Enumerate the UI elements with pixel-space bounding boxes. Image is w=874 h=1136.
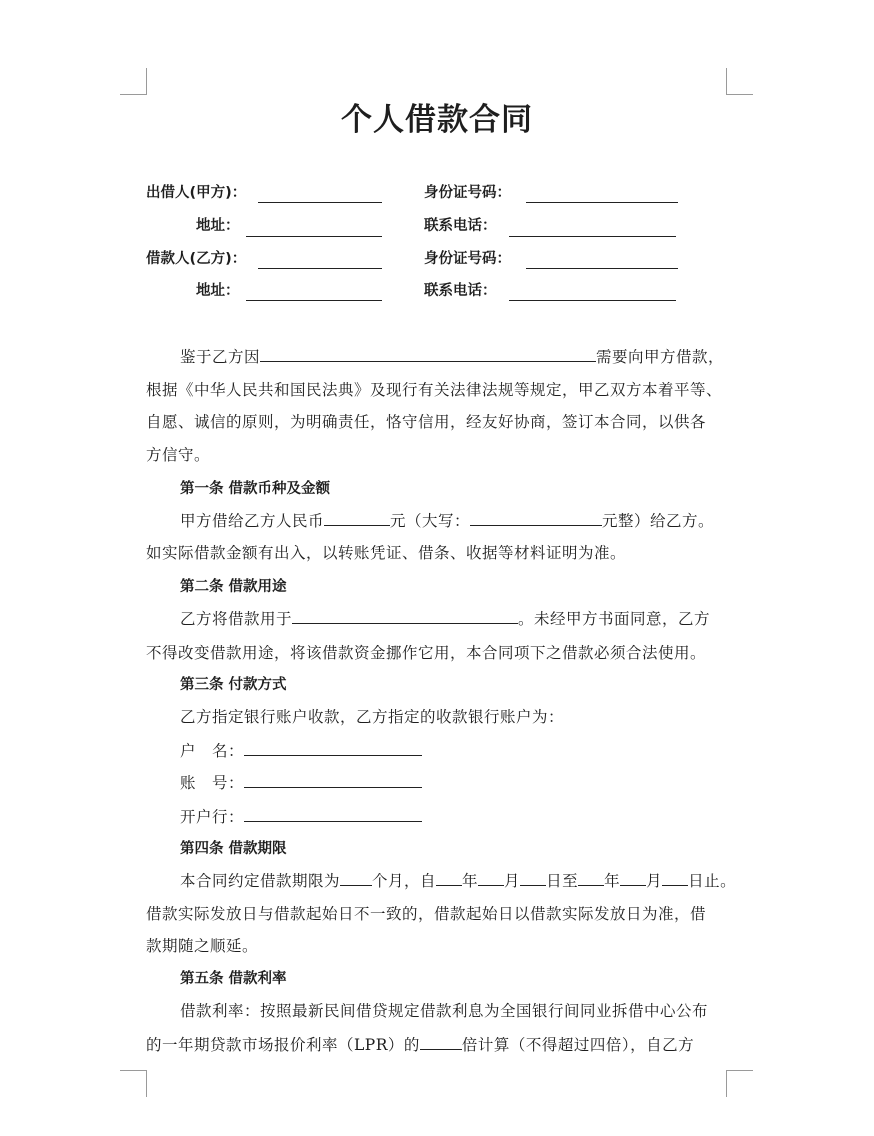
article-3-title: 第三条 付款方式: [180, 677, 287, 693]
account-number-field[interactable]: [244, 772, 422, 788]
article-1-line-1: 甲方借给乙方人民币 元（大写： 元整）给乙方。: [180, 512, 715, 530]
document-title: 个人借款合同: [341, 102, 533, 138]
preamble-line-1: 鉴于乙方因 需要向甲方借款，: [180, 348, 725, 366]
lender-label: 出借人(甲方)：: [146, 185, 247, 201]
borrower-address-label: 地址：: [196, 283, 240, 299]
term-months-field[interactable]: [340, 870, 372, 886]
article-1-line-2: 如实际借款金额有出入，以转账凭证、借条、收据等材料证明为准。: [146, 544, 627, 562]
lender-id-label: 身份证号码：: [424, 185, 511, 201]
loan-reason-field[interactable]: [260, 346, 596, 362]
account-name-field[interactable]: [244, 740, 422, 756]
lender-address-label: 地址：: [196, 218, 240, 234]
borrower-phone-label: 联系电话：: [424, 283, 497, 299]
lender-phone-field[interactable]: [509, 236, 676, 237]
borrower-label: 借款人(乙方)：: [146, 251, 247, 267]
article-5-line-1: 借款利率：按照最新民间借贷规定借款利息为全国银行间同业拆借中心公布: [180, 1002, 709, 1020]
preamble-line-4: 方信守。: [146, 446, 211, 464]
article-2-title: 第二条 借款用途: [180, 579, 287, 595]
end-day-field[interactable]: [662, 870, 688, 886]
amount-figure-field[interactable]: [324, 510, 390, 526]
lpr-multiple-field[interactable]: [420, 1034, 462, 1050]
bank-field[interactable]: [244, 806, 422, 822]
borrower-name-field[interactable]: [258, 268, 382, 269]
account-number-row: 账 号：: [180, 772, 422, 794]
borrower-address-field[interactable]: [246, 300, 382, 301]
page-corner-mark: [726, 68, 753, 95]
account-name-row: 户 名：: [180, 740, 422, 762]
preamble-line-2: 根据《中华人民共和国民法典》及现行有关法律法规等规定，甲乙双方本着平等、: [146, 381, 723, 399]
end-month-field[interactable]: [620, 870, 646, 886]
article-4-line-2: 借款实际发放日与借款起始日不一致的，借款起始日以借款实际发放日为准，借: [146, 905, 707, 923]
start-year-field[interactable]: [436, 870, 462, 886]
preamble-line-3: 自愿、诚信的原则，为明确责任，恪守信用，经友好协商，签订本合同，以供各: [146, 413, 707, 431]
loan-purpose-field[interactable]: [292, 608, 518, 624]
article-4-title: 第四条 借款期限: [180, 841, 287, 857]
page-corner-mark: [120, 1070, 147, 1097]
article-4-line-3: 款期随之顺延。: [146, 937, 259, 955]
amount-words-field[interactable]: [470, 510, 602, 526]
lender-id-field[interactable]: [526, 202, 678, 203]
page-corner-mark: [726, 1070, 753, 1097]
borrower-phone-field[interactable]: [509, 300, 676, 301]
article-2-line-1: 乙方将借款用于 。未经甲方书面同意，乙方: [180, 610, 711, 628]
article-3-line-1: 乙方指定银行账户收款，乙方指定的收款银行账户为：: [180, 708, 565, 726]
article-5-line-2: 的一年期贷款市场报价利率（LPR）的 倍计算（不得超过四倍），自乙方: [146, 1036, 695, 1054]
borrower-id-field[interactable]: [526, 268, 678, 269]
borrower-id-label: 身份证号码：: [424, 251, 511, 267]
start-month-field[interactable]: [478, 870, 504, 886]
page-corner-mark: [120, 68, 147, 95]
lender-phone-label: 联系电话：: [424, 218, 497, 234]
article-2-line-2: 不得改变借款用途，将该借款资金挪作它用，本合同项下之借款必须合法使用。: [146, 644, 707, 662]
article-1-title: 第一条 借款币种及金额: [180, 481, 331, 497]
bank-row: 开户行：: [180, 806, 422, 828]
article-5-title: 第五条 借款利率: [180, 971, 287, 987]
article-4-line-1: 本合同约定借款期限为 个月，自 年 月 日至 年 月 日止。: [180, 872, 737, 890]
start-day-field[interactable]: [520, 870, 546, 886]
lender-address-field[interactable]: [246, 236, 382, 237]
lender-name-field[interactable]: [258, 202, 382, 203]
end-year-field[interactable]: [578, 870, 604, 886]
